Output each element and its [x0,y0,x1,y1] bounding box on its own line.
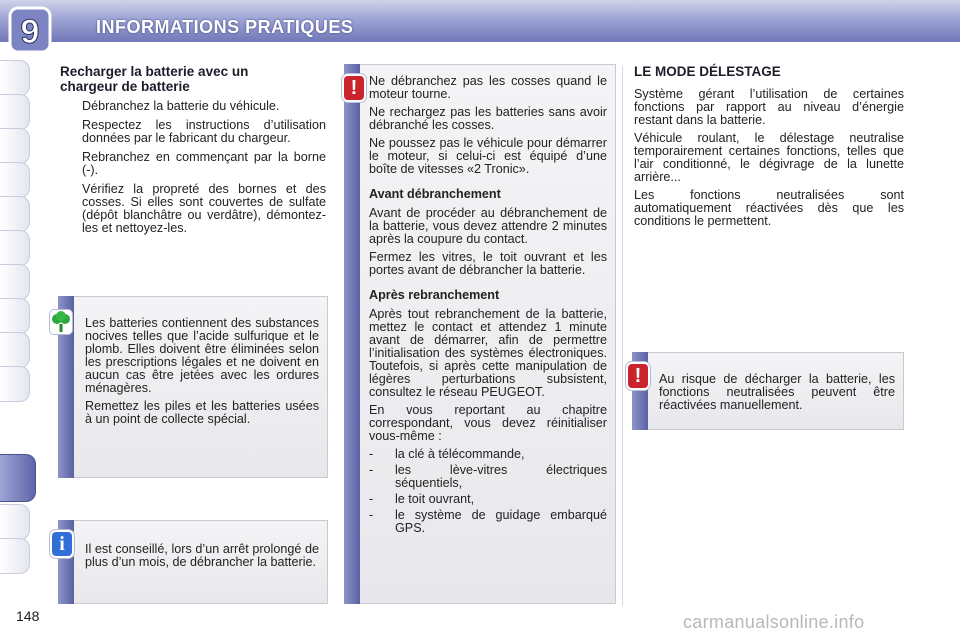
list-item [60,100,326,113]
warning-box-battery [344,64,616,604]
section-title-battery-charging [60,64,330,94]
list-item [60,183,326,235]
chapter-tab-10[interactable] [0,366,30,402]
section-title-line: Recharger la batterie avec un [60,64,249,79]
list-item [369,509,607,535]
info-note-text: Il est conseillé, lors d’un arrêt prolongé de plus d’un mois, de débrancher la batterie. [85,542,319,569]
chapter-tab-6[interactable] [0,230,30,266]
warning-paragraph: Ne rechargez pas les batteries sans avoir débranché les cosses. [369,105,607,132]
subheading-after-reconnect: Après rebranchement [369,288,500,302]
load-shedding-paragraph: Les fonctions neutralisées sont automatiquement réactivées dès que les conditions le permettent. [634,188,904,228]
eco-note-box [58,296,328,478]
section-title-load-shedding: LE MODE DÉLESTAGE [634,64,781,79]
list-item [369,448,607,461]
eco-note-content [85,317,319,431]
chapter-tab-7[interactable] [0,264,30,300]
list-item [369,493,607,506]
warning-icon: ! [628,364,648,388]
subheading-before-disconnect: Avant débranchement [369,187,501,201]
warning-box-load-shedding [632,352,904,430]
warning-paragraph: En vous reportant au chapitre correspondant, vous devez réinitialiser vous-même : [369,403,607,443]
chapter-tab-8[interactable] [0,298,30,334]
list-item-text: les lève-vitres électriques séquentiels, [395,463,607,490]
list-item-text: le toit ouvrant, [395,492,475,506]
page-number: 148 [16,608,40,624]
eco-note-paragraph: Les batteries contiennent des substances nocives telles que l’acide sulfurique et le plomb. Elles doivent être éliminées selon les prescriptions légales et ne doivent en aucun cas être jetées avec les ordures ménagères. [85,316,319,395]
chapter-tab-4[interactable] [0,162,30,198]
chapter-tab-12[interactable] [0,504,30,540]
warning-paragraph: Ne poussez pas le véhicule pour démarrer le moteur, si celui-ci est équipé d’une boîte de vitesses «2 Tronic». [369,136,607,176]
list-item [60,119,326,145]
chapter-tab-1[interactable] [0,60,30,96]
chapter-tab-3[interactable] [0,128,30,164]
list-item-text: Débranchez la batterie du véhicule. [82,99,280,113]
load-shedding-paragraph: Système gérant l’utilisation de certaines fonctions par rapport au niveau d’énergie restant dans la batterie. [634,87,904,127]
list-item-text: Rebranchez en commençant par la borne (-). [82,150,326,177]
dash-mark: - [369,492,374,506]
page-title: INFORMATIONS PRATIQUES [96,17,354,37]
chapter-number: 9 [20,13,40,51]
warning-paragraph: Avant de procéder au débranchement de la batterie, vous devez attendre 2 minutes après la coupure du contact. [369,206,607,246]
eco-note-paragraph: Remettez les piles et les batteries usées à un point de collecte spécial. [85,399,319,426]
load-shedding-paragraph: Véhicule roulant, le délestage neutralise temporairement certaines fonctions, telles que l’air conditionné, le dégivrage de la lunette arrière... [634,131,904,184]
dash-mark: - [369,447,374,461]
tree-icon [50,310,72,334]
list-item-text: Respectez les instructions d’utilisation données par le fabricant du chargeur. [82,118,326,145]
chapter-tab-9[interactable] [0,332,30,368]
warning-text: Au risque de décharger la batterie, les fonctions neutralisées peuvent être réactivées manuellement. [659,372,895,412]
dash-mark: - [369,463,374,477]
info-icon: i [52,532,72,556]
list-item [60,151,326,177]
info-note-box [58,520,328,604]
chapter-tab-5[interactable] [0,196,30,232]
watermark: carmanualsonline.info [683,612,865,632]
chapter-tab-active[interactable] [0,454,36,502]
list-item-text: le système de guidage embarqué GPS. [395,508,607,535]
load-shedding-text [634,88,904,233]
box-accent-strip [344,64,360,604]
chapter-tab-2[interactable] [0,94,30,130]
chapter-tab-13[interactable] [0,538,30,574]
warning-box-content [369,75,607,538]
chapter-badge [8,6,64,56]
instruction-list [60,100,326,241]
list-item-text: la clé à télécommande, [395,447,525,461]
warning-paragraph: Ne débranchez pas les cosses quand le moteur tourne. [369,74,607,101]
warning-icon: ! [344,76,364,100]
list-item [369,464,607,490]
warning-paragraph: Après tout rebranchement de la batterie, mettez le contact et attendez 1 minute avant de démarrer, afin de permettre l’initialisation des systèmes électroniques. Toutefois, si après cette manipulation de légères perturbations subsistent, consultez le réseau PEUGEOT. [369,307,607,399]
list-item-text: Vérifiez la propreté des bornes et des cosses. Si elles sont couvertes de sulfate (dépôt blanchâtre ou verdâtre), démontez-les et nettoyez-les. [82,182,326,235]
dash-mark: - [369,508,374,522]
warning-paragraph: Fermez les vitres, le toit ouvrant et les portes avant de débrancher la batterie. [369,250,607,277]
column-divider [622,66,623,606]
section-title-line: chargeur de batterie [60,79,190,94]
